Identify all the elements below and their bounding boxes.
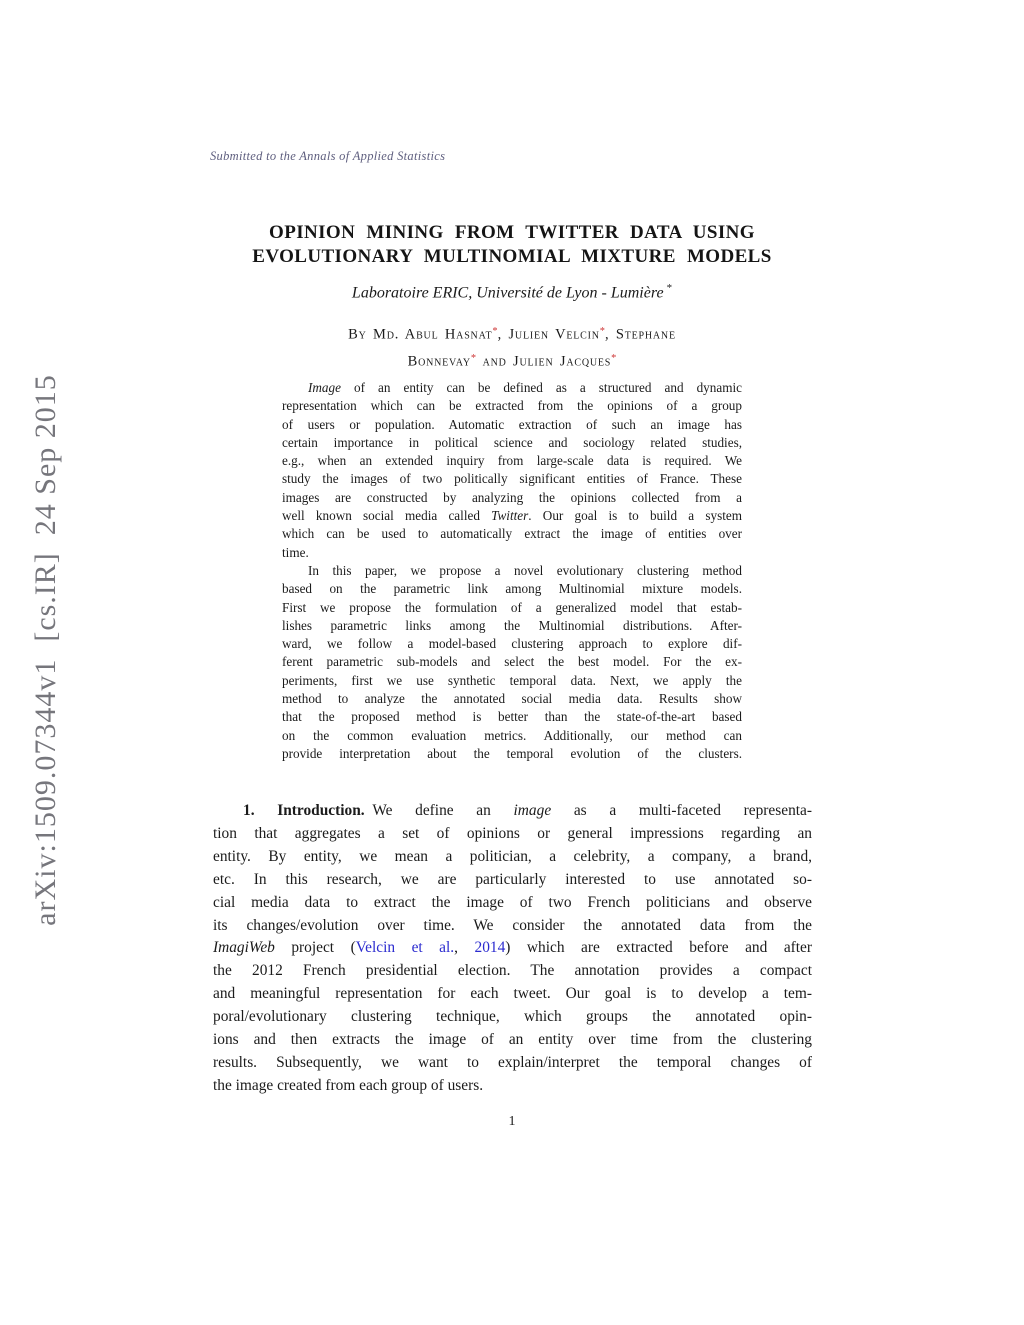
abstract-line	[282, 599, 742, 617]
introduction-section	[213, 800, 812, 1098]
text-run: results. Subsequently, we want to explain/interpret the temporal changes of	[213, 1053, 812, 1071]
abstract-line	[282, 489, 742, 507]
introduction-line	[213, 846, 812, 869]
text-run: ferent parametric sub-models and select the best model. For the ex-	[282, 654, 742, 670]
text-run: and Julien Jacques	[476, 353, 612, 370]
introduction-line	[213, 1029, 812, 1052]
affiliation	[0, 282, 1024, 302]
text-run: 1. Introduction.	[243, 802, 365, 819]
text-run: project (	[274, 939, 356, 957]
abstract-line	[282, 672, 742, 690]
paper-title-line-2: EVOLUTIONARY MULTINOMIAL MIXTURE MODELS	[252, 246, 772, 267]
text-run: etc. In this research, we are particularly interested to use annotated so-	[213, 870, 812, 888]
text-run: time.	[282, 544, 309, 560]
abstract-line	[282, 708, 742, 726]
introduction-line	[213, 937, 812, 960]
text-run: lishes parametric links among the Multinomial distributions. After-	[282, 617, 742, 633]
text-run: Bonnevay	[407, 353, 471, 370]
text-run: images are constructed by analyzing the opinions collected from a	[282, 489, 742, 505]
text-run: ImagiWeb	[213, 939, 275, 957]
text-run: its changes/evolution over time. We consider the annotated data from the	[213, 916, 812, 934]
text-run: based on the parametric link among Multinomial mixture models.	[282, 581, 742, 597]
introduction-line	[213, 983, 812, 1006]
text-run: Twitter	[491, 508, 529, 524]
text-run: which can be used to automatically extract the image of entities over	[282, 526, 742, 542]
affiliation-footnote-marker: *	[666, 282, 673, 294]
text-run: , Julien Velcin	[497, 326, 600, 343]
text-run: poral/evolutionary clustering technique, which groups the annotated opin-	[213, 1008, 812, 1026]
text-run: By Md. Abul Hasnat	[348, 326, 493, 343]
introduction-line	[213, 915, 812, 938]
text-run: e.g., when an extended inquiry from large-scale data is required. We	[282, 453, 742, 469]
abstract-line	[282, 617, 742, 635]
text-run: method to analyze the annotated social media data. Results show	[282, 691, 742, 707]
text-run: tion that aggregates a set of opinions or general impressions regarding an	[213, 824, 812, 842]
text-run: the 2012 French presidential election. The annotation provides a compact	[213, 962, 812, 980]
text-run: image	[513, 802, 552, 819]
text-run: Image	[308, 380, 341, 395]
text-run: We define an	[364, 802, 514, 819]
citation-link[interactable]: 2014	[474, 939, 506, 957]
abstract-line	[282, 452, 742, 470]
text-run: and meaningful representation for each tweet. Our goal is to develop a tem-	[213, 985, 812, 1003]
introduction-line	[213, 869, 812, 892]
abstract-line	[282, 416, 742, 434]
paper-title	[0, 221, 1024, 269]
abstract-paragraph-2	[282, 562, 742, 763]
text-run: . Our goal is to build a system	[528, 508, 742, 524]
text-run: representation which can be extracted from the opinions of a group	[282, 398, 742, 414]
authors-block	[0, 320, 1024, 373]
text-run: ward, we follow a model-based clustering approach to explore dif-	[282, 636, 742, 652]
author-footnote-marker: *	[470, 352, 477, 364]
text-run: study the images of two politically significant entities of France. These	[282, 471, 742, 487]
text-run: on the common evaluation metrics. Additionally, our method can	[282, 727, 742, 743]
affiliation-text: Laboratoire ERIC, Université de Lyon - Lumière	[351, 284, 664, 302]
author-line	[0, 347, 1024, 374]
text-run: ions and then extracts the image of an entity over time from the clustering	[213, 1031, 812, 1049]
text-run: certain importance in political science and sociology related studies,	[282, 434, 742, 450]
page-number: 1	[508, 1114, 516, 1129]
paper-title-line-1: OPINION MINING FROM TWITTER DATA USING	[269, 222, 755, 243]
introduction-line	[213, 1052, 812, 1075]
text-run: provide interpretation about the temporal evolution of the clusters.	[282, 745, 742, 761]
text-run: the image created from each group of users.	[213, 1076, 484, 1094]
introduction-line	[213, 823, 812, 846]
abstract-line	[282, 434, 742, 452]
introduction-line	[213, 800, 812, 823]
introduction-line	[213, 1075, 812, 1098]
text-run: In this paper, we propose a novel evolutionary clustering method	[308, 562, 742, 578]
introduction-line	[213, 960, 812, 983]
text-run: of an entity can be defined as a structured and dynamic	[340, 380, 742, 395]
abstract-line	[282, 470, 742, 488]
introduction-line	[213, 1006, 812, 1029]
abstract-line	[282, 580, 742, 598]
author-line	[0, 320, 1024, 347]
abstract-line	[282, 562, 742, 580]
abstract-line	[282, 507, 742, 525]
text-run: cial media data to extract the image of two French politicians and observe	[213, 893, 812, 911]
abstract-line	[282, 544, 742, 562]
abstract-line	[282, 745, 742, 763]
abstract-line	[282, 727, 742, 745]
author-footnote-marker: *	[492, 326, 498, 337]
abstract-line	[282, 635, 742, 653]
text-run: of users or population. Automatic extraction of such an image has	[282, 416, 742, 432]
abstract-line	[282, 653, 742, 671]
text-run: entity. By entity, we mean a politician, a celebrity, a company, a brand,	[213, 847, 812, 865]
text-run: as a multi-faceted representa-	[551, 802, 812, 819]
abstract-line	[282, 397, 742, 415]
text-run: , Stephane	[605, 326, 676, 343]
text-run: ) which are extracted before and after	[505, 939, 813, 957]
introduction-line	[213, 892, 812, 915]
abstract-line	[282, 690, 742, 708]
arxiv-watermark: arXiv:1509.07344v1 [cs.IR] 24 Sep 2015	[29, 374, 62, 926]
text-run: ,	[454, 939, 475, 957]
text-run: that the proposed method is better than the state-of-the-art based	[282, 709, 742, 725]
author-footnote-marker: *	[599, 326, 605, 337]
author-footnote-marker: *	[611, 352, 617, 364]
abstract-line	[282, 379, 742, 397]
text-run: well known social media called	[282, 508, 492, 524]
abstract-line	[282, 525, 742, 543]
text-run: periments, first we use synthetic temporal data. Next, we apply the	[282, 672, 742, 688]
journal-submission-note: Submitted to the Annals of Applied Statistics	[210, 149, 446, 163]
abstract-paragraph-1	[282, 379, 742, 562]
abstract	[282, 379, 742, 763]
text-run: First we propose the formulation of a generalized model that estab-	[282, 599, 742, 615]
citation-link[interactable]: Velcin et al.	[355, 939, 455, 957]
